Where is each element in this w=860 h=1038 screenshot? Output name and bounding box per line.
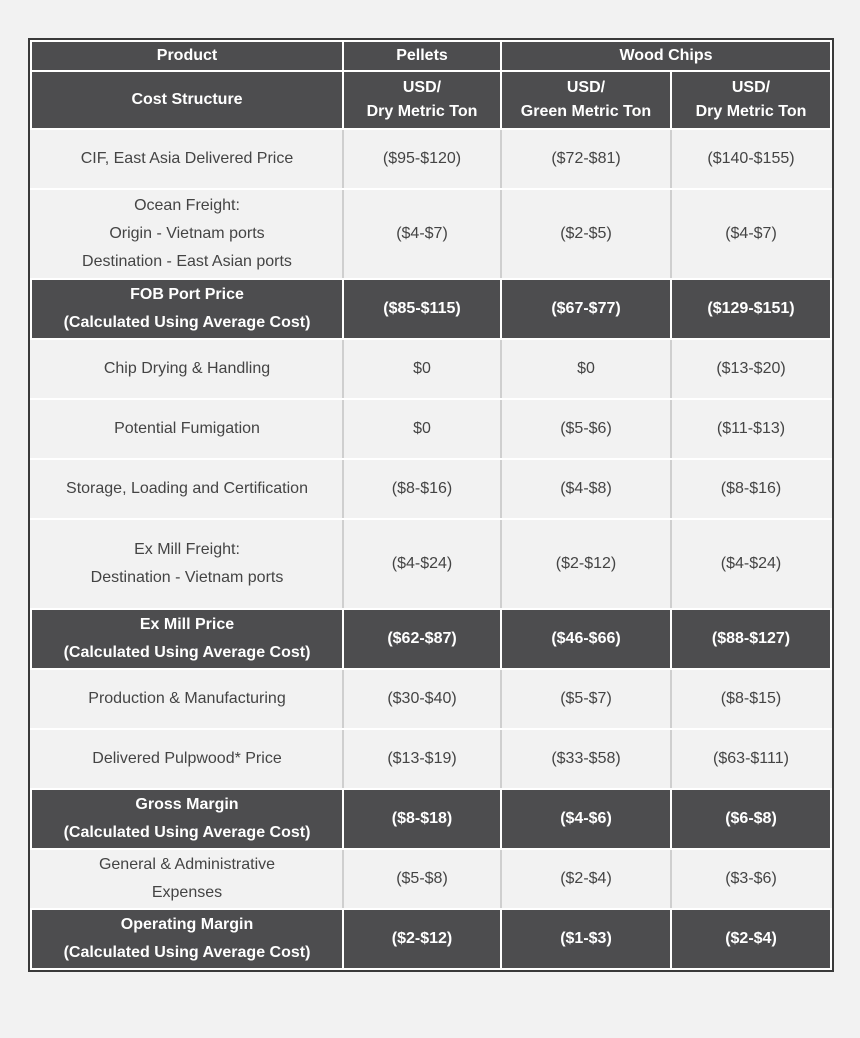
row-label	[31, 339, 343, 399]
row-label	[31, 909, 343, 969]
row-label-line: Gross Margin	[135, 796, 239, 813]
row-value: ($2-$4)	[501, 849, 671, 909]
row-label-line: Ex Mill Price	[139, 616, 235, 633]
row-value: ($13-$19)	[343, 729, 501, 789]
row-label-line: (Calculated Using Average Cost)	[63, 314, 311, 331]
row-value: ($5-$7)	[501, 669, 671, 729]
row-label-line: General & Administrative	[98, 856, 276, 873]
row-label	[31, 669, 343, 729]
row-label-line: Destination - Vietnam ports	[90, 569, 284, 586]
row-label-line: Origin - Vietnam ports	[109, 225, 265, 242]
table-row	[31, 339, 831, 399]
row-label	[31, 729, 343, 789]
row-label	[31, 189, 343, 279]
row-value: ($129-$151)	[671, 279, 831, 339]
row-value: ($85-$115)	[343, 279, 501, 339]
table-row	[31, 129, 831, 189]
row-label-line: Potential Fumigation	[114, 420, 260, 437]
unit-header-pellets	[343, 71, 501, 129]
row-value: ($72-$81)	[501, 129, 671, 189]
row-value: ($63-$111)	[671, 729, 831, 789]
row-label-line: FOB Port Price	[130, 286, 244, 303]
row-label-line: Expenses	[151, 884, 223, 901]
row-value: ($2-$12)	[343, 909, 501, 969]
row-value: ($4-$24)	[343, 519, 501, 609]
row-label-line: Chip Drying & Handling	[103, 360, 271, 377]
row-value: ($5-$6)	[501, 399, 671, 459]
row-label-line: Production & Manufacturing	[88, 690, 286, 707]
header-row-product	[31, 41, 831, 71]
row-value: ($2-$12)	[501, 519, 671, 609]
row-label-line: (Calculated Using Average Cost)	[63, 644, 311, 661]
row-label	[31, 399, 343, 459]
row-value: ($8-$15)	[671, 669, 831, 729]
product-header: Product	[31, 41, 343, 71]
row-value: ($67-$77)	[501, 279, 671, 339]
unit-header-chips-green	[501, 71, 671, 129]
table-row	[31, 669, 831, 729]
cost-table-container	[30, 40, 830, 970]
unit-line: Dry Metric Ton	[695, 103, 807, 120]
row-label-line: Delivered Pulpwood* Price	[92, 750, 282, 767]
row-value: ($95-$120)	[343, 129, 501, 189]
table-row	[31, 189, 831, 279]
row-value: ($13-$20)	[671, 339, 831, 399]
pellets-header: Pellets	[343, 41, 501, 71]
cost-structure-header: Cost Structure	[31, 71, 343, 129]
row-value: ($5-$8)	[343, 849, 501, 909]
row-label-line: Storage, Loading and Certification	[66, 480, 308, 497]
row-value: ($30-$40)	[343, 669, 501, 729]
row-label	[31, 609, 343, 669]
row-value: $0	[501, 339, 671, 399]
table-row	[31, 279, 831, 339]
row-value: ($3-$6)	[671, 849, 831, 909]
unit-line: USD/	[731, 79, 771, 96]
row-value: ($4-$7)	[343, 189, 501, 279]
unit-header-chips-dry	[671, 71, 831, 129]
table-row	[31, 609, 831, 669]
table-row	[31, 849, 831, 909]
unit-line: USD/	[402, 79, 442, 96]
row-label-line: (Calculated Using Average Cost)	[63, 944, 311, 961]
row-value: ($4-$7)	[671, 189, 831, 279]
table-row	[31, 399, 831, 459]
row-value: ($1-$3)	[501, 909, 671, 969]
header-row-units	[31, 71, 831, 129]
row-label	[31, 849, 343, 909]
row-label-line: (Calculated Using Average Cost)	[63, 824, 311, 841]
row-value: ($6-$8)	[671, 789, 831, 849]
table-body	[31, 129, 831, 969]
row-value: ($8-$18)	[343, 789, 501, 849]
table-row	[31, 729, 831, 789]
row-value: ($140-$155)	[671, 129, 831, 189]
row-value: ($8-$16)	[343, 459, 501, 519]
row-value: $0	[343, 339, 501, 399]
row-label	[31, 279, 343, 339]
row-label	[31, 129, 343, 189]
row-value: ($33-$58)	[501, 729, 671, 789]
row-value: ($2-$4)	[671, 909, 831, 969]
unit-line: Dry Metric Ton	[366, 103, 478, 120]
row-value: ($8-$16)	[671, 459, 831, 519]
row-label-line: Destination - East Asian ports	[82, 253, 292, 270]
row-value: ($4-$8)	[501, 459, 671, 519]
row-value: ($4-$24)	[671, 519, 831, 609]
row-value: ($2-$5)	[501, 189, 671, 279]
row-label-line: CIF, East Asia Delivered Price	[80, 150, 294, 167]
row-value: ($11-$13)	[671, 399, 831, 459]
row-value: ($62-$87)	[343, 609, 501, 669]
row-label-line: Ocean Freight:	[134, 197, 240, 214]
table-row	[31, 909, 831, 969]
row-value: $0	[343, 399, 501, 459]
row-label	[31, 459, 343, 519]
wood-chips-header: Wood Chips	[501, 41, 831, 71]
row-label	[31, 789, 343, 849]
row-value: ($4-$6)	[501, 789, 671, 849]
table-row	[31, 789, 831, 849]
row-label-line: Operating Margin	[120, 916, 254, 933]
table-row	[31, 459, 831, 519]
row-value: ($88-$127)	[671, 609, 831, 669]
row-value: ($46-$66)	[501, 609, 671, 669]
cost-structure-table	[30, 40, 832, 970]
unit-line: Green Metric Ton	[520, 103, 652, 120]
row-label-line: Ex Mill Freight:	[134, 541, 240, 558]
table-row	[31, 519, 831, 609]
row-label	[31, 519, 343, 609]
unit-line: USD/	[566, 79, 606, 96]
